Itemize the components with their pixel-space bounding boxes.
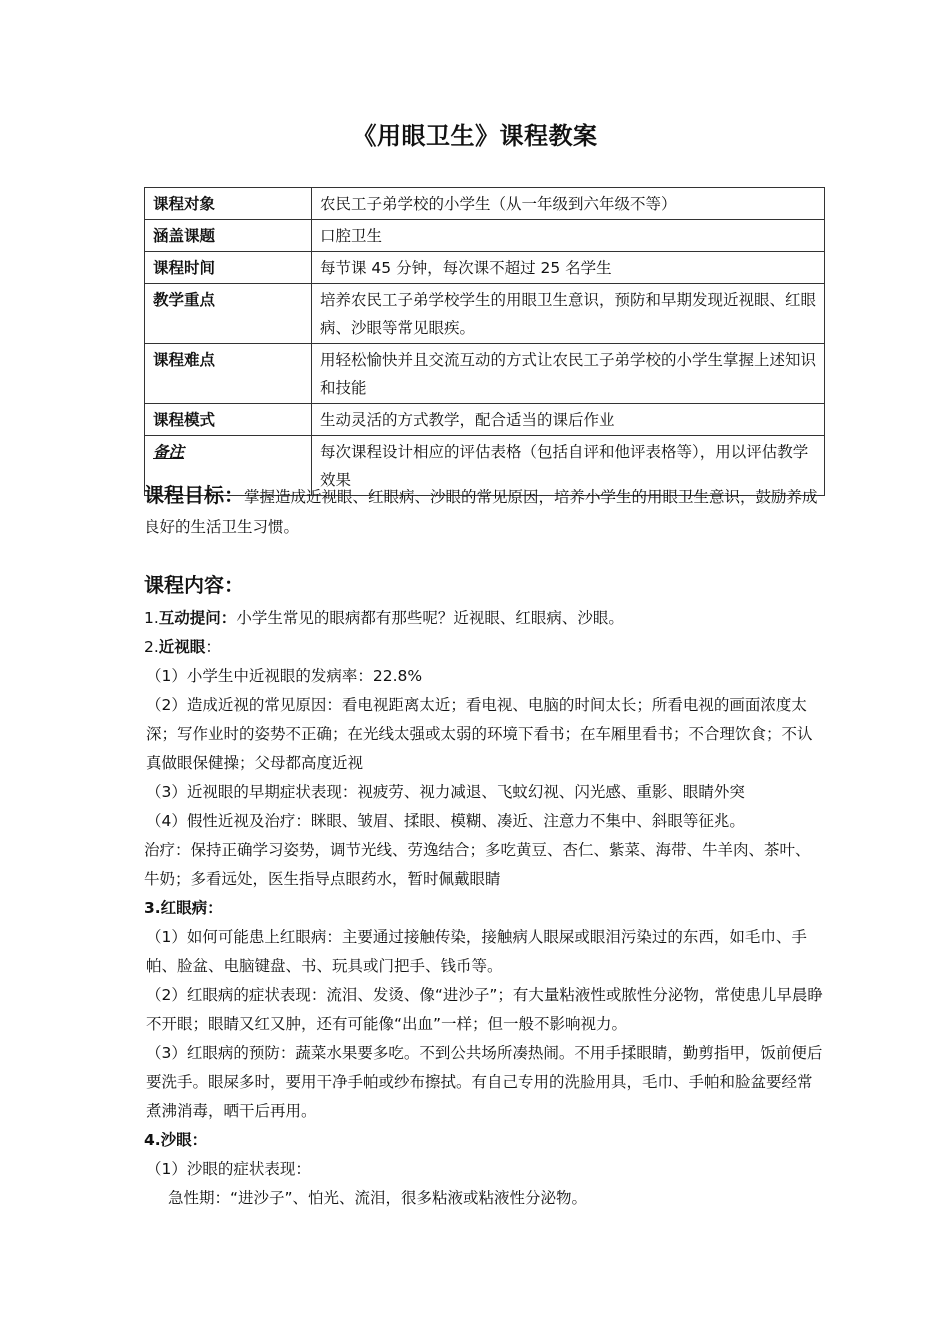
list-item: （3）红眼病的预防：蔬菜水果要多吃。不到公共场所凑热闹。不用手揉眼睛，勤剪指甲，饭前便后要洗手。眼屎多时，要用干净手帕或纱布擦拭。有自己专用的洗脸用具，毛巾、手帕和脸盆要经常煮沸消毒，晒干后再用。 xyxy=(146,1044,823,1120)
row-label: 涵盖课题 xyxy=(145,220,312,252)
section-3-heading: 3.红眼病： xyxy=(144,899,223,917)
row-value: 口腔卫生 xyxy=(312,220,825,252)
course-content xyxy=(144,604,824,1213)
s1-label: 互动提问： xyxy=(158,609,237,627)
table-row xyxy=(145,188,825,220)
row-label: 课程模式 xyxy=(145,404,312,436)
list-item: （1）如何可能患上红眼病：主要通过接触传染，接触病人眼屎或眼泪污染过的东西，如毛巾、手帕、脸盆、电脑键盘、书、玩具或门把手、钱币等。 xyxy=(146,928,807,975)
table-row xyxy=(145,220,825,252)
goal-text: 掌握造成近视眼、红眼病、沙眼的常见原因，培养小学生的用眼卫生意识，鼓励养成良好的生活卫生习惯。 xyxy=(144,488,818,536)
table-row xyxy=(145,284,825,344)
goal-heading: 课程目标： xyxy=(144,483,244,507)
section-2-heading xyxy=(144,633,824,662)
page-title: 《用眼卫生》课程教案 xyxy=(352,122,598,150)
row-label: 教学重点 xyxy=(145,284,312,344)
row-value: 每节课 45 分钟，每次课不超过 25 名学生 xyxy=(312,252,825,284)
row-value: 每次课程设计相应的评估表格（包括自评和他评表格等），用以评估教学效果 xyxy=(312,436,825,496)
row-label-remarks: 备注 xyxy=(145,436,312,496)
s2-num: 2. xyxy=(144,638,159,656)
table-row xyxy=(145,344,825,404)
s1-num: 1. xyxy=(144,609,159,627)
course-goal xyxy=(144,480,824,542)
list-item: （1）沙眼的症状表现： xyxy=(146,1160,311,1178)
treatment-text: 治疗：保持正确学习姿势，调节光线、劳逸结合；多吃黄豆、杏仁、紫菜、海带、牛羊肉、茶叶、牛奶；多看远处，医生指导点眼药水，暂时佩戴眼睛 xyxy=(144,841,811,888)
section-4-heading: 4.沙眼： xyxy=(144,1131,208,1149)
list-item: 急性期：“进沙子”、怕光、流泪，很多粘液或粘液性分泌物。 xyxy=(168,1189,588,1207)
list-item: （2）红眼病的症状表现：流泪、发烫、像“进沙子”；有大量粘液性或脓性分泌物，常使患儿早晨睁不开眼；眼睛又红又肿，还有可能像“出血”一样；但一般不影响视力。 xyxy=(146,986,823,1033)
list-item: （4）假性近视及治疗：眯眼、皱眉、揉眼、模糊、凑近、注意力不集中、斜眼等征兆。 xyxy=(146,812,745,830)
row-value: 用轻松愉快并且交流互动的方式让农民工子弟学校的小学生掌握上述知识和技能 xyxy=(312,344,825,404)
row-value: 农民工子弟学校的小学生（从一年级到六年级不等） xyxy=(312,188,825,220)
s2-colon: ： xyxy=(205,638,221,656)
list-item: （3）近视眼的早期症状表现：视疲劳、视力减退、飞蚊幻视、闪光感、重影、眼睛外突 xyxy=(146,783,745,801)
row-label: 课程难点 xyxy=(145,344,312,404)
table-row xyxy=(145,404,825,436)
table-row xyxy=(145,252,825,284)
s1-text: 小学生常见的眼病都有那些呢？近视眼、红眼病、沙眼。 xyxy=(236,609,624,627)
row-value: 生动灵活的方式教学，配合适当的课后作业 xyxy=(312,404,825,436)
row-label: 课程对象 xyxy=(145,188,312,220)
s2-label: 近视眼 xyxy=(158,638,206,656)
course-info-table xyxy=(144,187,825,496)
row-value: 培养农民工子弟学校学生的用眼卫生意识，预防和早期发现近视眼、红眼病、沙眼等常见眼疾。 xyxy=(312,284,825,344)
row-label: 课程时间 xyxy=(145,252,312,284)
list-item: （2）造成近视的常见原因：看电视距离太近；看电视、电脑的时间太长；所看电视的画面浓度太深；写作业时的姿势不正确；在光线太强或太弱的环境下看书；在车厢里看书；不合理饮食；不认真做眼保健操；父母都高度近视 xyxy=(146,696,813,772)
list-item: （1）小学生中近视眼的发病率：22.8% xyxy=(146,667,423,685)
section-1 xyxy=(144,604,824,633)
content-heading: 课程内容： xyxy=(144,573,244,597)
